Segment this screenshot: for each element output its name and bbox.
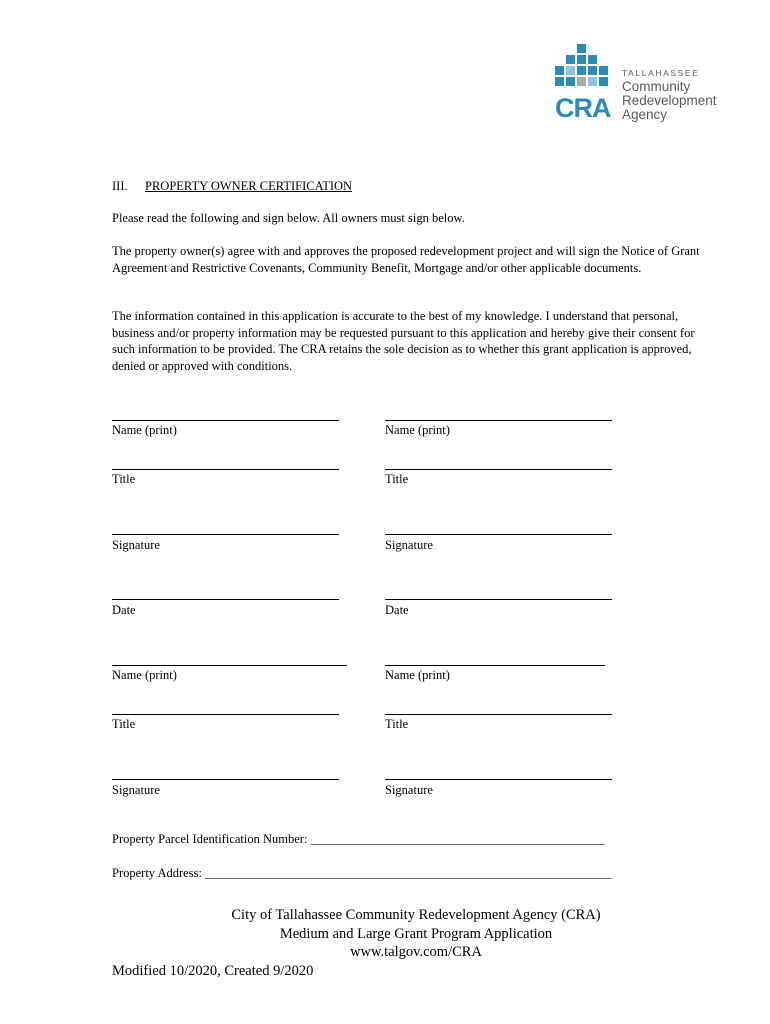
owner-4-name-line[interactable] [385,665,605,666]
owner-4-title-line[interactable] [385,714,612,715]
parcel-id-input[interactable]: _______________________________________________ [310,832,605,846]
logo-city: TALLAHASSEE [622,68,700,78]
owner-4-signature-label: Signature [385,783,433,797]
logo-abbr: CRA [555,93,611,123]
owner-2-title-line[interactable] [385,469,612,470]
owner-3-title-line[interactable] [112,714,339,715]
owner-1-signature-line[interactable] [112,534,339,535]
owner-1-date-label: Date [112,603,136,617]
owner-3-title-label: Title [112,717,136,731]
owner-4-title-label: Title [385,717,409,731]
owner-2-name-line[interactable] [385,420,612,421]
parcel-id-label: Property Parcel Identification Number: [112,832,311,846]
footer-modified: Modified 10/2020, Created 9/2020 [112,963,314,979]
owner-1-signature-label: Signature [112,538,160,552]
logo-line2: Redevelopment [622,93,717,108]
owner-1-name-label: Name (print) [112,423,177,437]
owner-3-signature-label: Signature [112,783,160,797]
owner-1-date-line[interactable] [112,599,339,600]
footer-agency: City of Tallahassee Community Redevelopment Agency (CRA) [231,907,601,923]
owner-3-name-line[interactable] [112,665,347,666]
footer-website: www.talgov.com/CRA [350,944,482,960]
owner-2-signature-label: Signature [385,538,433,552]
property-address-field [112,865,611,882]
footer-program: Medium and Large Grant Program Application [279,926,553,942]
section-number: III. [112,179,128,193]
owner-2-date-label: Date [385,603,409,617]
owner-1-title-label: Title [112,472,136,486]
property-address-label: Property Address: [112,866,206,880]
owner-2-title-label: Title [385,472,409,486]
owner-1-name-line[interactable] [112,420,339,421]
owner-3-signature-line[interactable] [112,779,339,780]
agreement-paragraph: The property owner(s) agree with and approves the proposed redevelopment project and will sign the Notice of Grant Agreement and Restrictive Covenants, Community Benefit, Mortgage and/or other applicable documents. [112,244,700,275]
parcel-id-field [112,831,604,848]
owner-2-date-line[interactable] [385,599,612,600]
consent-paragraph: The information contained in this application is accurate to the best of my knowledge. I understand that personal, business and/or property information may be requested pursuant to this application and hereby give their consent for such information to be provided. The CRA retains the sole decision as to whether this grant application is approved, denied or approved with conditions. [112,309,695,373]
instruction-paragraph: Please read the following and sign below. All owners must sign below. [112,211,465,225]
logo-line1: Community [622,79,691,94]
owner-3-name-label: Name (print) [112,668,177,682]
owner-1-title-line[interactable] [112,469,339,470]
logo-line3: Agency [622,107,668,122]
owner-4-name-label: Name (print) [385,668,450,682]
property-address-input[interactable]: _________________________________________________________________ [205,866,612,880]
owner-4-signature-line[interactable] [385,779,612,780]
cra-logo [555,44,730,128]
owner-2-signature-line[interactable] [385,534,612,535]
owner-2-name-label: Name (print) [385,423,450,437]
section-title: PROPERTY OWNER CERTIFICATION [145,179,353,193]
